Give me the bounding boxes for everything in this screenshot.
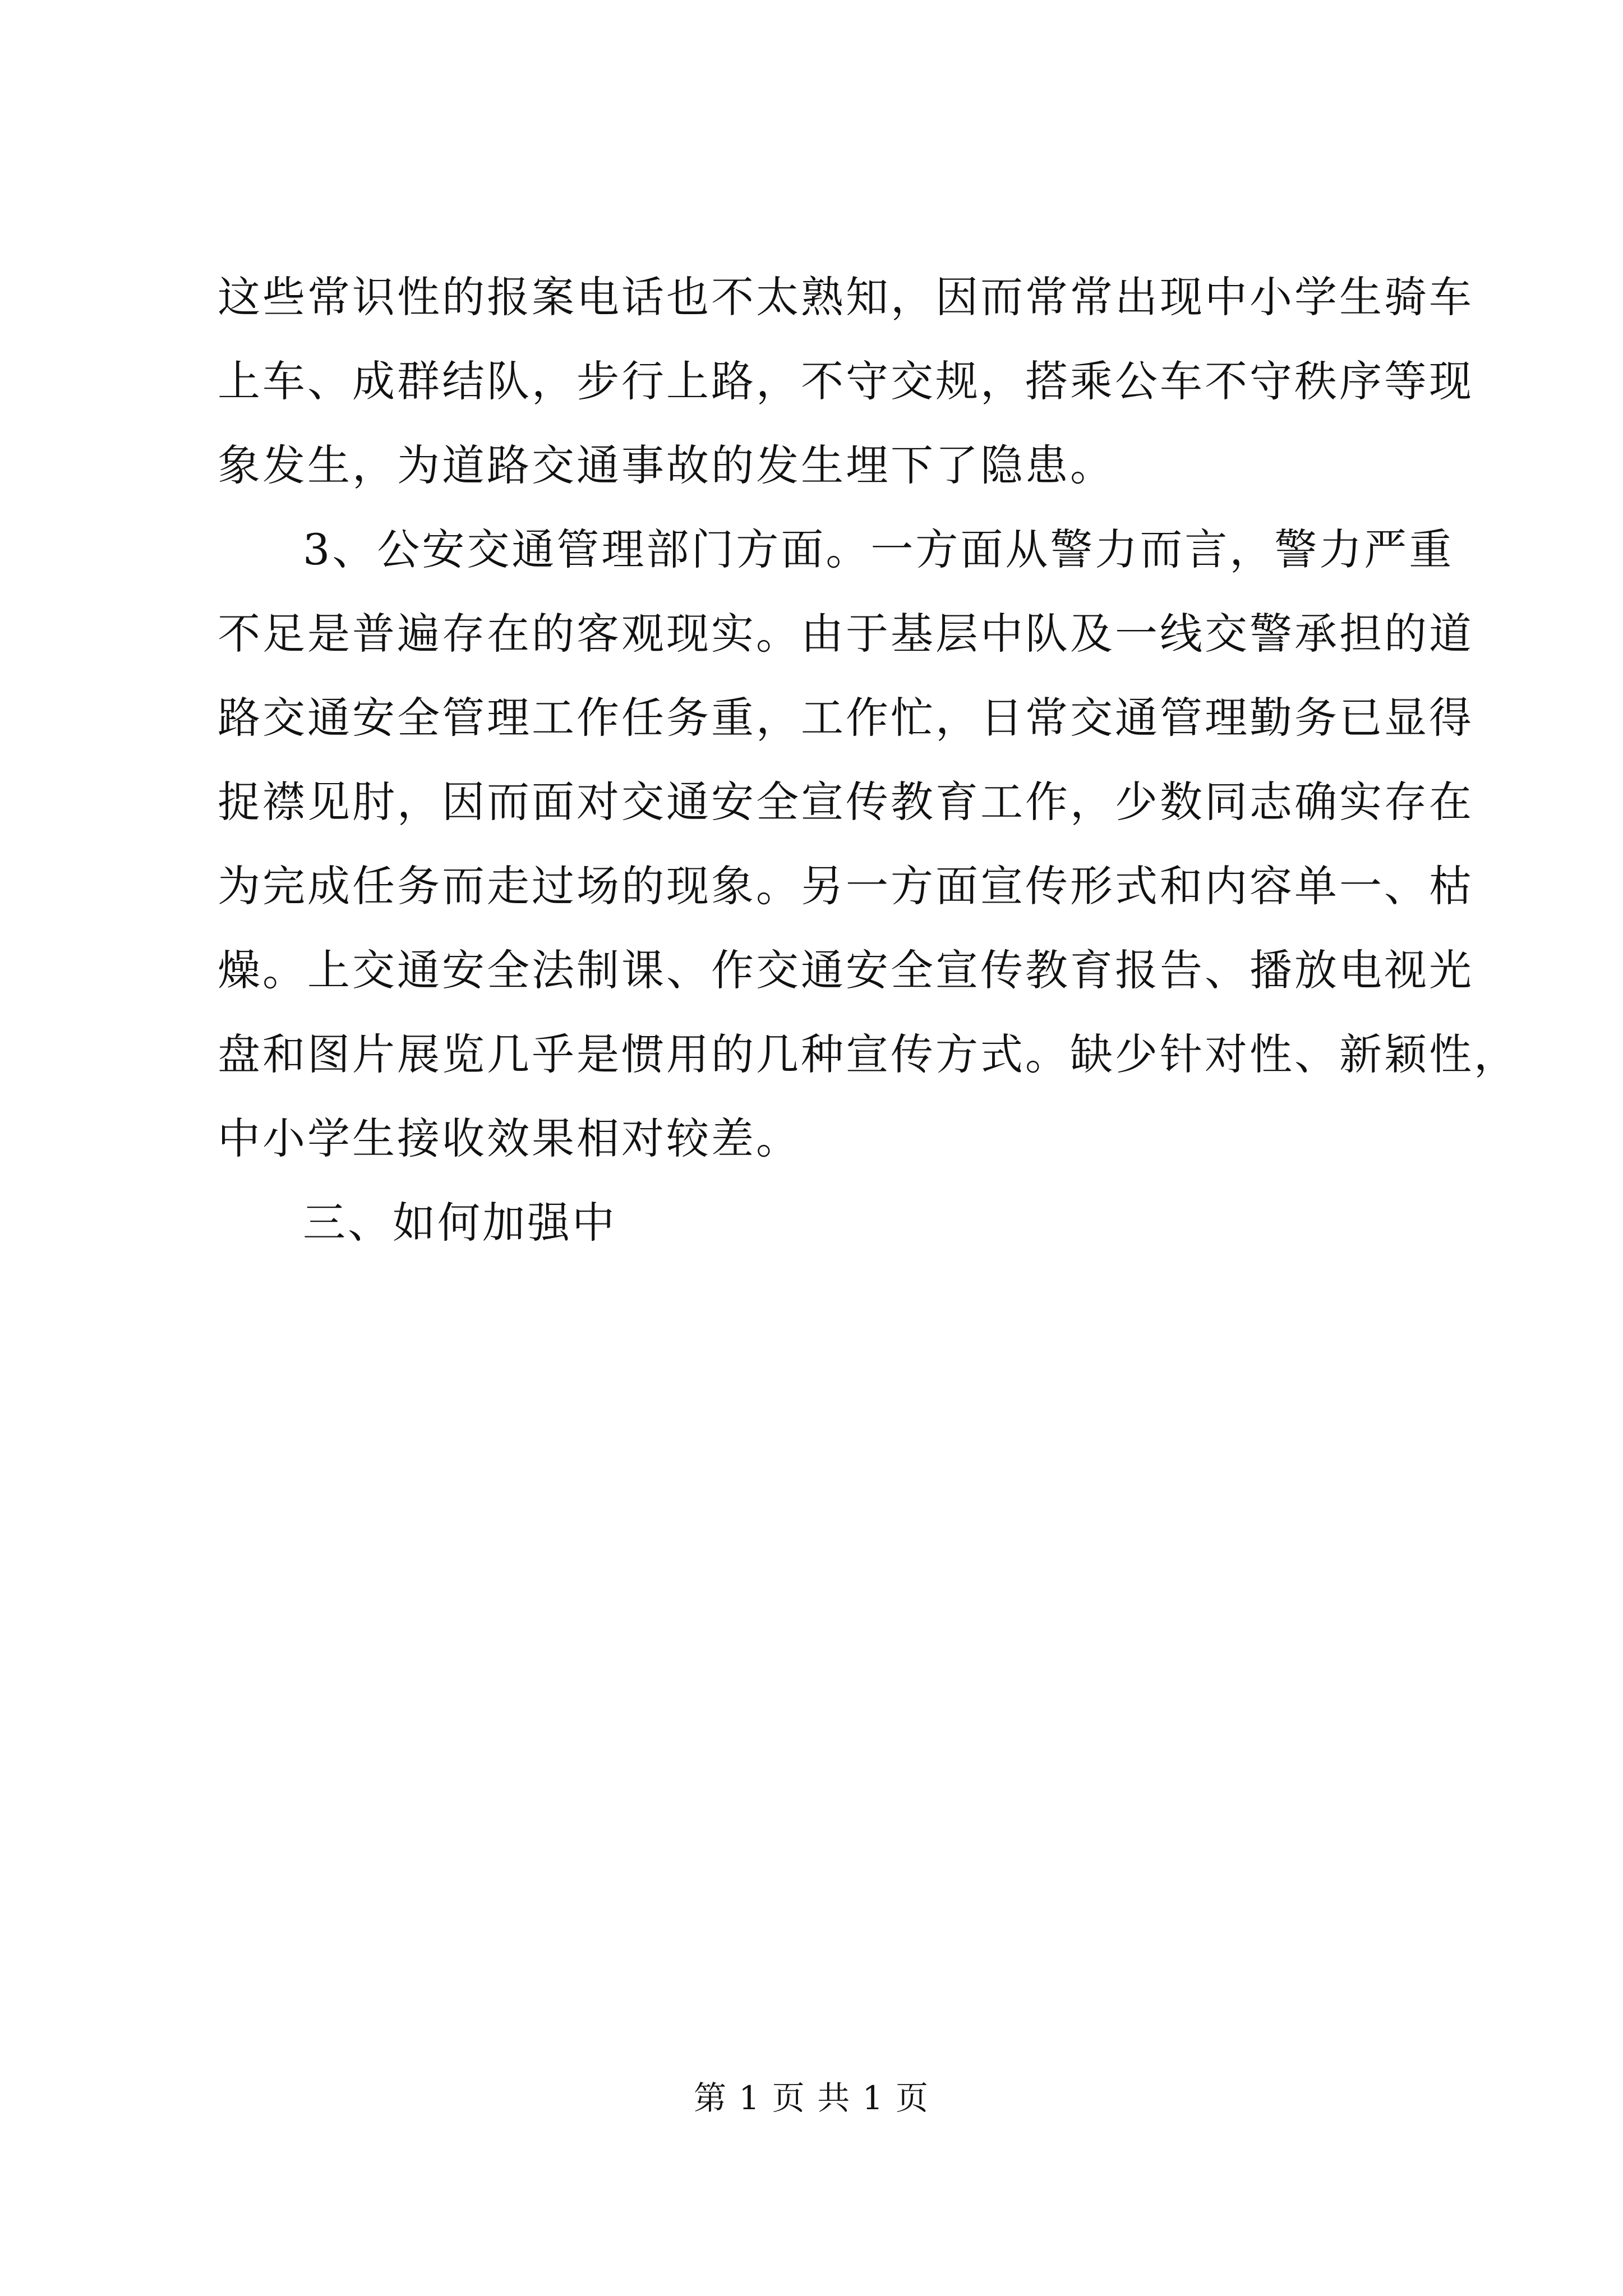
text-line: 路交通安全管理工作任务重，工作忙，日常交通管理勤务已显得 <box>218 693 1474 743</box>
paragraph-start-line: 3、公安交通管理部门方面。一方面从警力而言，警力严重 <box>303 524 1454 574</box>
text-line: 这些常识性的报案电话也不太熟知，因而常常出现中小学生骑车 <box>218 272 1474 322</box>
text-line: 捉襟见肘，因而面对交通安全宣传教育工作，少数同志确实存在 <box>218 777 1474 827</box>
text-line: 象发生，为道路交通事故的发生埋下了隐患。 <box>218 440 1115 490</box>
text-line: 盘和图片展览几乎是惯用的几种宣传方式。缺少针对性、新颖性， <box>218 1029 1519 1079</box>
text-line: 中小学生接收效果相对较差。 <box>218 1114 801 1163</box>
text-line: 燥。上交通安全法制课、作交通安全宣传教育报告、播放电视光 <box>218 945 1474 995</box>
page-footer: 第 1 页 共 1 页 <box>694 2079 929 2117</box>
text-line: 为完成任务而走过场的现象。另一方面宣传形式和内容单一、枯 <box>218 861 1474 911</box>
body-text <box>218 255 1519 1265</box>
section-heading: 三、如何加强中 <box>303 1198 617 1248</box>
text-line: 上车、成群结队，步行上路，不守交规，搭乘公车不守秩序等现 <box>218 356 1474 406</box>
text-line: 不足是普遍存在的客观现实。由于基层中队及一线交警承担的道 <box>218 609 1474 659</box>
